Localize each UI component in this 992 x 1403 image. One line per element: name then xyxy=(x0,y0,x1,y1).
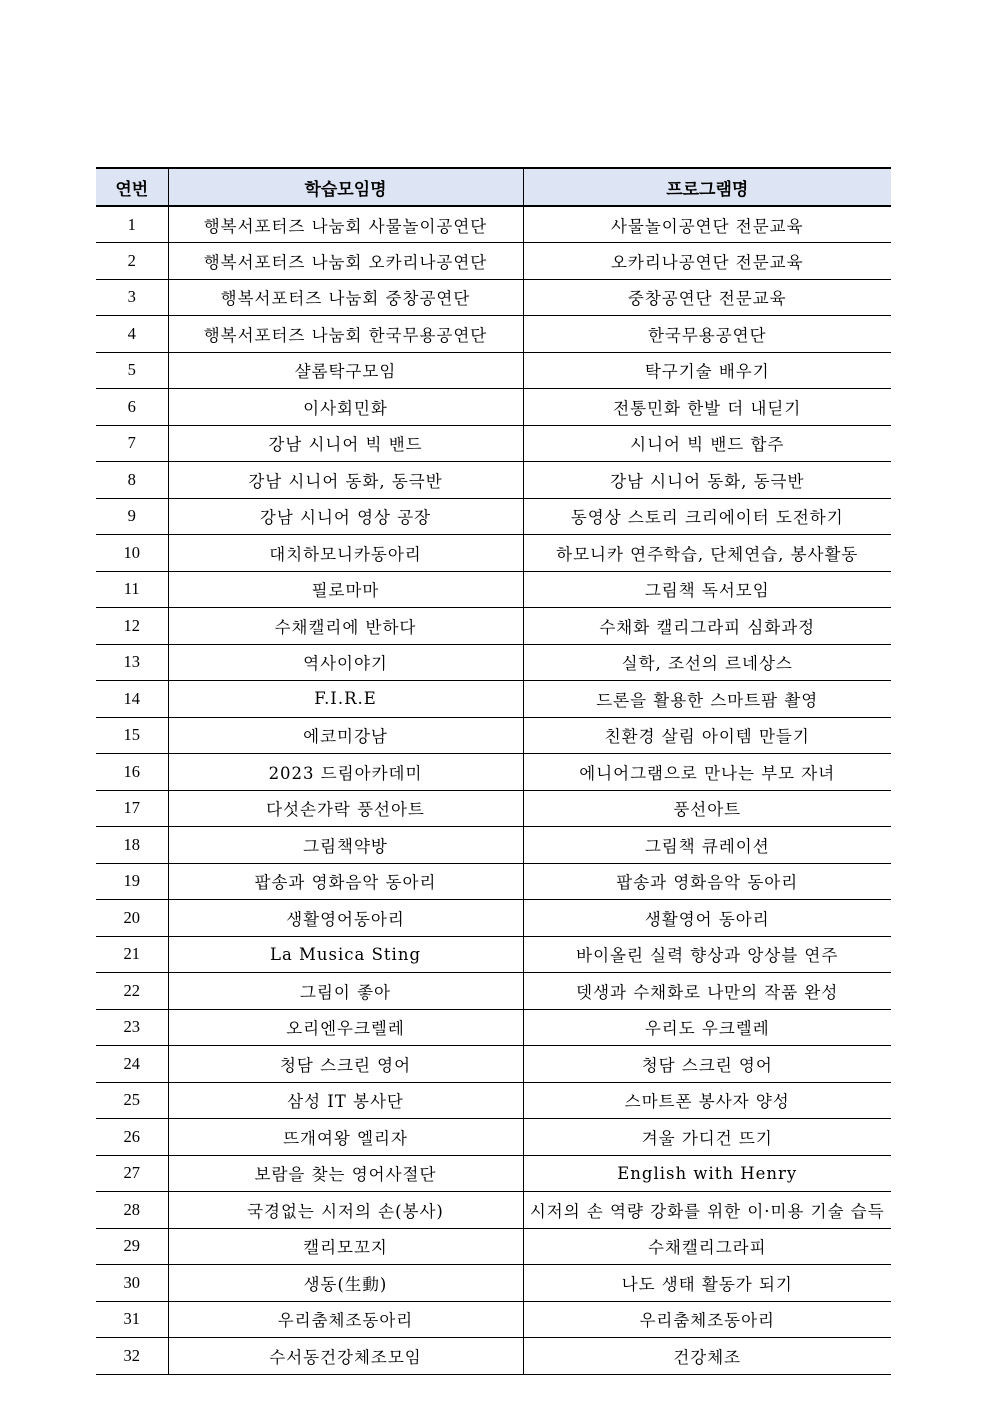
row-number: 22 xyxy=(96,973,168,1010)
row-number: 10 xyxy=(96,535,168,572)
row-number: 23 xyxy=(96,1009,168,1046)
row-group-name: 필로마마 xyxy=(168,571,523,608)
row-group-name: 2023 드림아카데미 xyxy=(168,754,523,791)
row-program-name: 우리춤체조동아리 xyxy=(523,1301,891,1338)
row-number: 5 xyxy=(96,352,168,389)
row-group-name: 강남 시니어 빅 밴드 xyxy=(168,425,523,462)
row-number: 32 xyxy=(96,1338,168,1375)
row-group-name: 국경없는 시저의 손(봉사) xyxy=(168,1192,523,1229)
table-row xyxy=(96,863,891,900)
row-group-name: 보람을 찾는 영어사절단 xyxy=(168,1155,523,1192)
row-number: 28 xyxy=(96,1192,168,1229)
row-number: 24 xyxy=(96,1046,168,1083)
row-program-name: 중창공연단 전문교육 xyxy=(523,279,891,316)
row-group-name: 청담 스크린 영어 xyxy=(168,1046,523,1083)
row-group-name: 행복서포터즈 나눔회 중창공연단 xyxy=(168,279,523,316)
row-group-name: 강남 시니어 영상 공장 xyxy=(168,498,523,535)
table-row xyxy=(96,608,891,645)
row-group-name: 뜨개여왕 엘리자 xyxy=(168,1119,523,1156)
row-number: 15 xyxy=(96,717,168,754)
table-row xyxy=(96,717,891,754)
row-group-name: 그림이 좋아 xyxy=(168,973,523,1010)
row-program-name: 시니어 빅 밴드 합주 xyxy=(523,425,891,462)
row-number: 7 xyxy=(96,425,168,462)
row-number: 11 xyxy=(96,571,168,608)
row-number: 25 xyxy=(96,1082,168,1119)
row-number: 19 xyxy=(96,863,168,900)
row-number: 3 xyxy=(96,279,168,316)
row-group-name: 오리엔우크렐레 xyxy=(168,1009,523,1046)
row-group-name: La Musica Sting xyxy=(168,936,523,973)
row-group-name: 역사이야기 xyxy=(168,644,523,681)
row-program-name: 그림책 큐레이션 xyxy=(523,827,891,864)
row-number: 4 xyxy=(96,316,168,353)
table-row xyxy=(96,936,891,973)
row-group-name: F.I.R.E xyxy=(168,681,523,718)
row-program-name: 친환경 살림 아이템 만들기 xyxy=(523,717,891,754)
row-number: 16 xyxy=(96,754,168,791)
row-program-name: 수채화 캘리그라피 심화과정 xyxy=(523,608,891,645)
table-row xyxy=(96,462,891,499)
table-row xyxy=(96,243,891,280)
table-row xyxy=(96,790,891,827)
row-program-name: 하모니카 연주학습, 단체연습, 봉사활동 xyxy=(523,535,891,572)
row-group-name: 생동(生動) xyxy=(168,1265,523,1302)
row-group-name: 다섯손가락 풍선아트 xyxy=(168,790,523,827)
table-row xyxy=(96,206,891,243)
row-group-name: 생활영어동아리 xyxy=(168,900,523,937)
table-row xyxy=(96,279,891,316)
row-program-name: 동영상 스토리 크리에이터 도전하기 xyxy=(523,498,891,535)
row-group-name: 행복서포터즈 나눔회 오카리나공연단 xyxy=(168,243,523,280)
table-row xyxy=(96,1009,891,1046)
row-group-name: 행복서포터즈 나눔회 한국무용공연단 xyxy=(168,316,523,353)
table-row xyxy=(96,1155,891,1192)
row-group-name: 샬롬탁구모임 xyxy=(168,352,523,389)
row-program-name: 드론을 활용한 스마트팜 촬영 xyxy=(523,681,891,718)
row-program-name: 강남 시니어 동화, 동극반 xyxy=(523,462,891,499)
table-row xyxy=(96,571,891,608)
program-table-container xyxy=(96,167,891,1375)
table-row xyxy=(96,1192,891,1229)
row-group-name: 캘리모꼬지 xyxy=(168,1228,523,1265)
table-row xyxy=(96,1228,891,1265)
row-program-name: 팝송과 영화음악 동아리 xyxy=(523,863,891,900)
table-row xyxy=(96,389,891,426)
row-number: 27 xyxy=(96,1155,168,1192)
table-row xyxy=(96,1046,891,1083)
row-program-name: 풍선아트 xyxy=(523,790,891,827)
header-number: 연번 xyxy=(96,168,168,206)
row-number: 2 xyxy=(96,243,168,280)
row-program-name: 오카리나공연단 전문교육 xyxy=(523,243,891,280)
table-row xyxy=(96,1338,891,1375)
table-row xyxy=(96,681,891,718)
row-group-name: 삼성 IT 봉사단 xyxy=(168,1082,523,1119)
row-program-name: 바이올린 실력 향상과 앙상블 연주 xyxy=(523,936,891,973)
row-group-name: 에코미강남 xyxy=(168,717,523,754)
row-program-name: 뎃생과 수채화로 나만의 작품 완성 xyxy=(523,973,891,1010)
table-row xyxy=(96,498,891,535)
program-table xyxy=(96,167,891,1375)
row-program-name: English with Henry xyxy=(523,1155,891,1192)
row-program-name: 청담 스크린 영어 xyxy=(523,1046,891,1083)
row-number: 26 xyxy=(96,1119,168,1156)
table-row xyxy=(96,1082,891,1119)
row-program-name: 한국무용공연단 xyxy=(523,316,891,353)
row-program-name: 그림책 독서모임 xyxy=(523,571,891,608)
row-number: 8 xyxy=(96,462,168,499)
row-program-name: 전통민화 한발 더 내딛기 xyxy=(523,389,891,426)
table-row xyxy=(96,535,891,572)
row-number: 1 xyxy=(96,206,168,243)
table-row xyxy=(96,1119,891,1156)
row-group-name: 대치하모니카동아리 xyxy=(168,535,523,572)
table-row xyxy=(96,900,891,937)
row-number: 18 xyxy=(96,827,168,864)
table-row xyxy=(96,352,891,389)
row-number: 30 xyxy=(96,1265,168,1302)
table-row xyxy=(96,425,891,462)
table-header-row xyxy=(96,168,891,206)
row-number: 9 xyxy=(96,498,168,535)
row-number: 14 xyxy=(96,681,168,718)
row-group-name: 우리춤체조동아리 xyxy=(168,1301,523,1338)
row-number: 17 xyxy=(96,790,168,827)
row-program-name: 생활영어 동아리 xyxy=(523,900,891,937)
header-group-name: 학습모임명 xyxy=(168,168,523,206)
row-group-name: 행복서포터즈 나눔회 사물놀이공연단 xyxy=(168,206,523,243)
row-program-name: 실학, 조선의 르네상스 xyxy=(523,644,891,681)
row-number: 29 xyxy=(96,1228,168,1265)
row-group-name: 팝송과 영화음악 동아리 xyxy=(168,863,523,900)
table-row xyxy=(96,316,891,353)
row-number: 31 xyxy=(96,1301,168,1338)
row-program-name: 스마트폰 봉사자 양성 xyxy=(523,1082,891,1119)
row-program-name: 탁구기술 배우기 xyxy=(523,352,891,389)
row-program-name: 에니어그램으로 만나는 부모 자녀 xyxy=(523,754,891,791)
row-group-name: 수서동건강체조모임 xyxy=(168,1338,523,1375)
row-number: 20 xyxy=(96,900,168,937)
row-group-name: 수채캘리에 반하다 xyxy=(168,608,523,645)
table-row xyxy=(96,827,891,864)
table-row xyxy=(96,1265,891,1302)
row-number: 21 xyxy=(96,936,168,973)
row-group-name: 이사회민화 xyxy=(168,389,523,426)
row-number: 6 xyxy=(96,389,168,426)
table-row xyxy=(96,973,891,1010)
row-program-name: 나도 생태 활동가 되기 xyxy=(523,1265,891,1302)
row-program-name: 우리도 우크렐레 xyxy=(523,1009,891,1046)
table-row xyxy=(96,754,891,791)
table-row xyxy=(96,1301,891,1338)
row-group-name: 그림책약방 xyxy=(168,827,523,864)
table-row xyxy=(96,644,891,681)
header-program-name: 프로그램명 xyxy=(523,168,891,206)
row-program-name: 사물놀이공연단 전문교육 xyxy=(523,206,891,243)
row-program-name: 수채캘리그라피 xyxy=(523,1228,891,1265)
row-group-name: 강남 시니어 동화, 동극반 xyxy=(168,462,523,499)
row-program-name: 겨울 가디건 뜨기 xyxy=(523,1119,891,1156)
row-program-name: 시저의 손 역량 강화를 위한 이·미용 기술 습득 xyxy=(523,1192,891,1229)
row-number: 12 xyxy=(96,608,168,645)
row-number: 13 xyxy=(96,644,168,681)
row-program-name: 건강체조 xyxy=(523,1338,891,1375)
